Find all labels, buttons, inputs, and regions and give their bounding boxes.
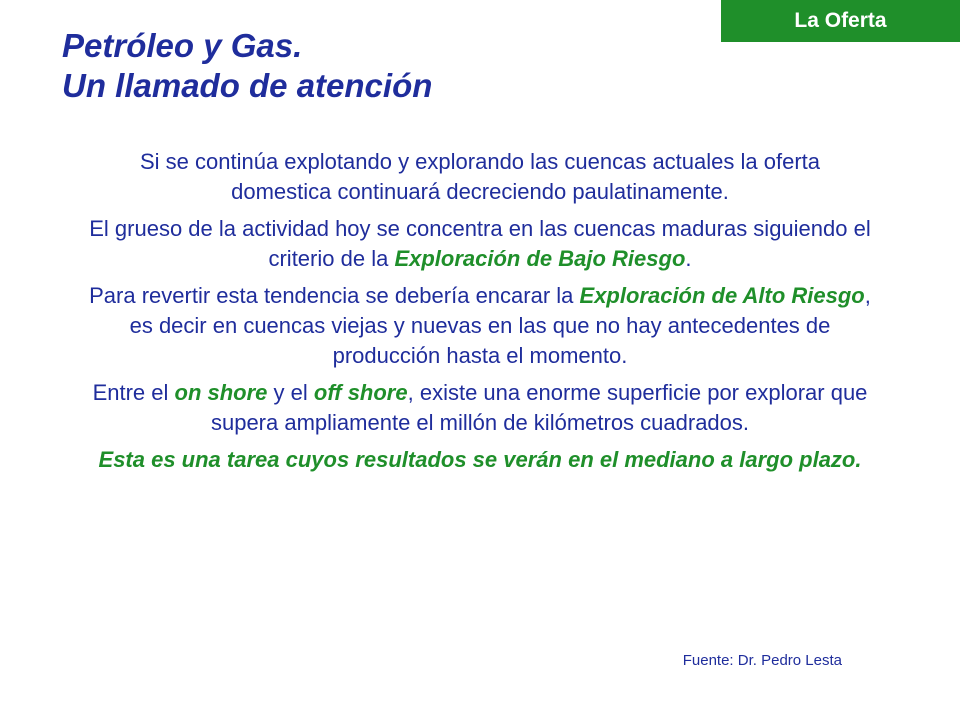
closing-statement: Esta es una tarea cuyos resultados se verán en el mediano a largo plazo.	[98, 447, 862, 472]
paragraph-2	[88, 214, 872, 274]
low-risk-exploration-highlight: Exploración de Bajo Riesgo	[394, 246, 686, 271]
paragraph-4-end: , existe una enorme superficie por explorar que supera ampliamente el millón de kilómetros cuadrados.	[210, 380, 868, 435]
high-risk-exploration-highlight: Exploración de Alto Riesgo	[579, 283, 865, 308]
paragraph-4	[88, 378, 872, 438]
paragraph-3-text: Para revertir esta tendencia se debería encarar la	[89, 283, 580, 308]
paragraph-2-end: .	[685, 246, 692, 271]
onshore-highlight: on shore	[174, 380, 268, 405]
slide-body	[88, 147, 872, 475]
section-tag: La Oferta	[721, 0, 960, 42]
source-credit: Fuente: Dr. Pedro Lesta	[682, 652, 842, 669]
page-title	[62, 26, 432, 106]
paragraph-3	[88, 281, 872, 371]
paragraph-4-mid: y el	[267, 380, 314, 405]
title-line-2: Un llamado de atención	[62, 67, 433, 104]
paragraph-3-end: , es decir en cuencas viejas y nuevas en las que no hay antecedentes de producción hasta el momento.	[129, 283, 871, 368]
title-line-1: Petróleo y Gas.	[62, 27, 303, 64]
paragraph-2-text: El grueso de la actividad hoy se concentra en las cuencas maduras siguiendo el criterio de la	[89, 216, 871, 271]
paragraph-1: Si se continúa explotando y explorando las cuencas actuales la oferta domestica continuará decreciendo paulatinamente.	[140, 149, 820, 204]
offshore-highlight: off shore	[313, 380, 408, 405]
paragraph-4-text: Entre el	[92, 380, 175, 405]
